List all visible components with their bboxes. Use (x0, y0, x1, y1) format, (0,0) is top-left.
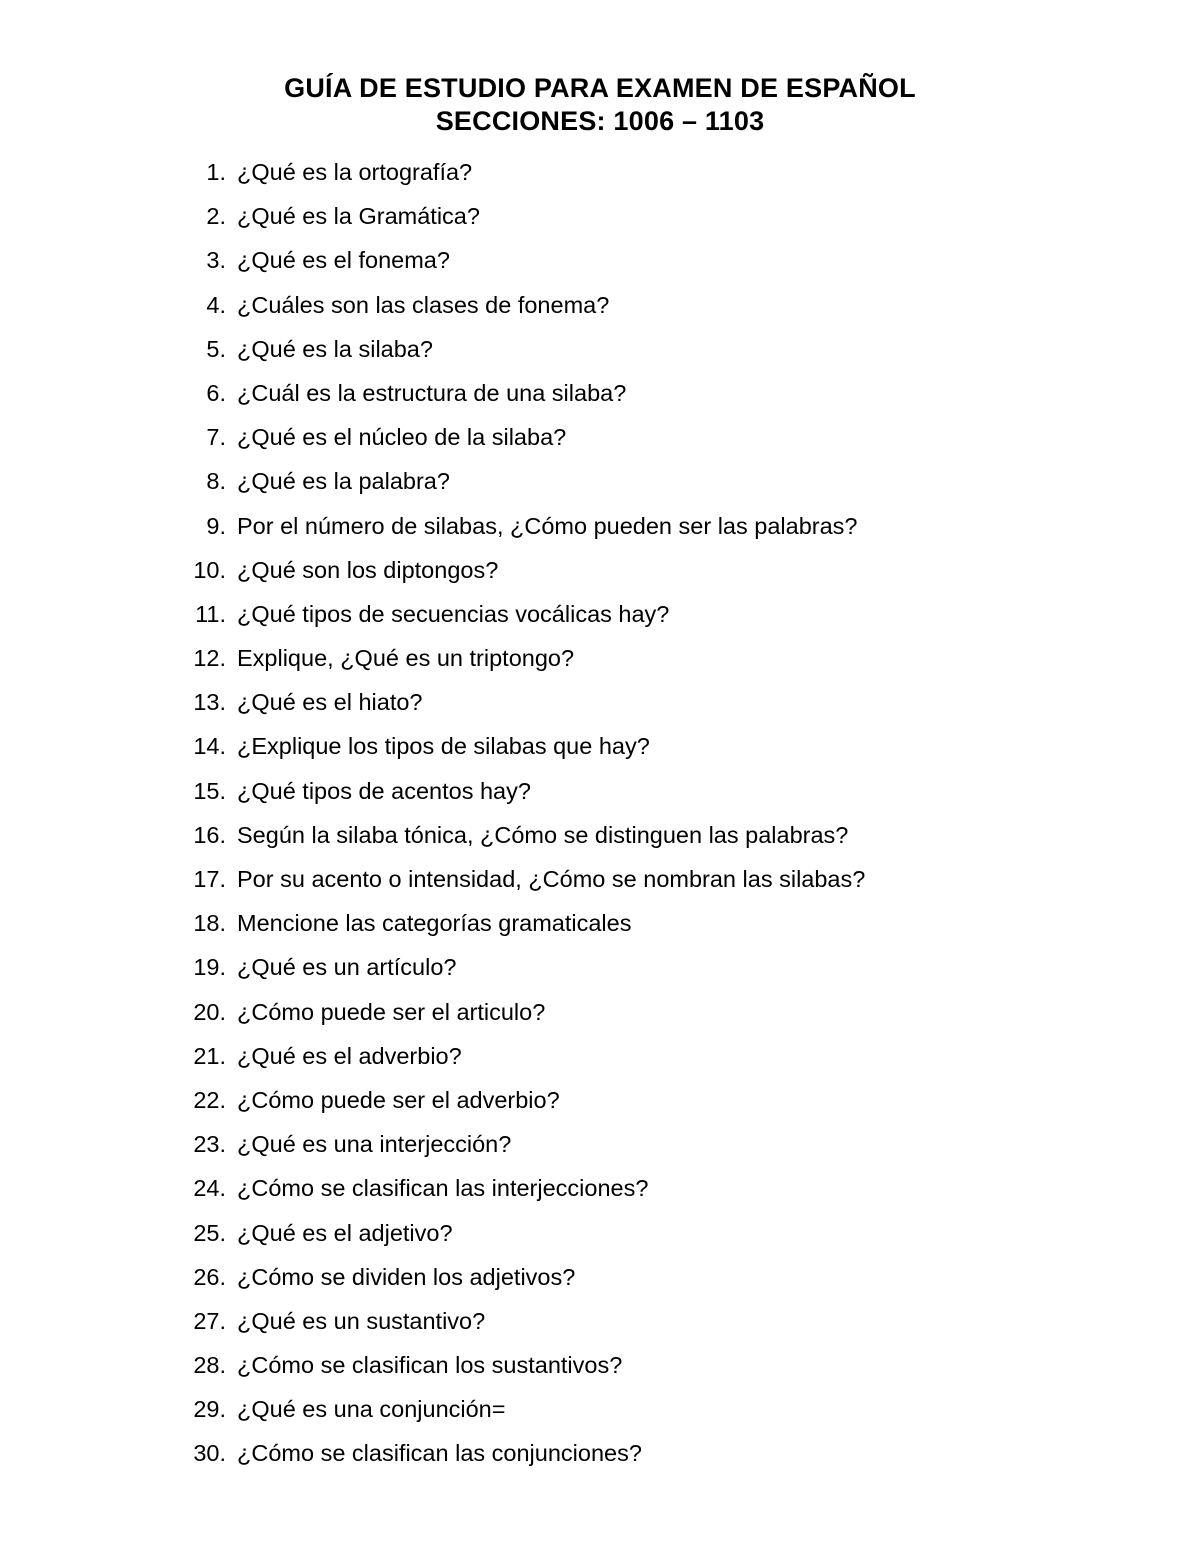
question-number: 27. (193, 1307, 226, 1334)
document-title: GUÍA DE ESTUDIO PARA EXAMEN DE ESPAÑOL (284, 73, 916, 103)
question-item (0, 376, 1200, 420)
question-item (0, 685, 1200, 729)
question-item (0, 1083, 1200, 1127)
question-number: 20. (193, 998, 226, 1025)
question-number: 7. (206, 424, 226, 451)
question-text: Explique, ¿Qué es un triptongo? (237, 645, 575, 672)
question-item (0, 199, 1200, 243)
question-number: 5. (206, 335, 226, 362)
question-number: 12. (193, 645, 226, 672)
question-text: ¿Qué es la Gramática? (237, 203, 480, 230)
question-text: ¿Cómo se dividen los adjetivos? (237, 1263, 576, 1290)
question-list (0, 155, 1200, 1481)
question-item (0, 332, 1200, 376)
document-subtitle: SECCIONES: 1006 – 1103 (435, 106, 765, 136)
question-text: ¿Qué es el adjetivo? (237, 1219, 453, 1246)
question-number: 2. (206, 203, 226, 230)
question-item (0, 862, 1200, 906)
question-text: ¿Explique los tipos de silabas que hay? (237, 733, 650, 760)
question-text: ¿Qué es el adverbio? (237, 1042, 462, 1069)
question-item (0, 1348, 1200, 1392)
question-item (0, 1127, 1200, 1171)
question-text: ¿Qué es una interjección? (237, 1131, 512, 1158)
question-item (0, 774, 1200, 818)
question-text: ¿Cómo puede ser el articulo? (237, 998, 546, 1025)
question-number: 18. (193, 910, 226, 937)
question-text: ¿Cómo se clasifican los sustantivos? (237, 1352, 623, 1379)
question-number: 22. (193, 1086, 226, 1113)
question-text: Según la silaba tónica, ¿Cómo se distinguen las palabras? (237, 821, 849, 848)
question-number: 16. (193, 821, 226, 848)
question-text: ¿Cómo se clasifican las conjunciones? (237, 1440, 642, 1467)
question-item (0, 597, 1200, 641)
question-number: 14. (193, 733, 226, 760)
question-number: 9. (206, 512, 226, 539)
question-text: Mencione las categorías gramaticales (237, 910, 632, 937)
question-item (0, 464, 1200, 508)
question-number: 13. (193, 689, 226, 716)
question-text: ¿Qué es la silaba? (237, 335, 433, 362)
question-number: 1. (206, 159, 226, 185)
question-number: 24. (193, 1175, 226, 1202)
question-item (0, 950, 1200, 994)
question-text: Por el número de silabas, ¿Cómo pueden ser las palabras? (237, 512, 858, 539)
question-item (0, 509, 1200, 553)
question-item (0, 641, 1200, 685)
question-text: ¿Cómo se clasifican las interjecciones? (237, 1175, 649, 1202)
question-text: ¿Qué es la ortografía? (237, 159, 473, 185)
question-number: 3. (206, 247, 226, 274)
question-text: ¿Qué es una conjunción= (237, 1396, 506, 1423)
question-number: 4. (206, 291, 226, 318)
question-text: ¿Qué es el fonema? (237, 247, 450, 274)
question-text: ¿Qué es el núcleo de la silaba? (237, 424, 567, 451)
question-text: ¿Qué es un artículo? (237, 954, 457, 981)
question-text: ¿Qué tipos de acentos hay? (237, 777, 531, 804)
question-number: 23. (193, 1131, 226, 1158)
question-item (0, 155, 1200, 199)
question-number: 28. (193, 1352, 226, 1379)
question-number: 26. (193, 1263, 226, 1290)
question-number: 10. (193, 556, 226, 583)
question-number: 6. (206, 379, 226, 406)
question-text: ¿Qué es el hiato? (237, 689, 423, 716)
question-item (0, 1039, 1200, 1083)
question-item (0, 906, 1200, 950)
question-number: 19. (193, 954, 226, 981)
question-text: ¿Qué son los diptongos? (237, 556, 499, 583)
question-number: 8. (206, 468, 226, 495)
question-text: ¿Cuál es la estructura de una silaba? (237, 379, 627, 406)
question-item (0, 553, 1200, 597)
question-text: ¿Qué es un sustantivo? (237, 1307, 486, 1334)
question-item (0, 1304, 1200, 1348)
question-number: 29. (193, 1396, 226, 1423)
question-item (0, 818, 1200, 862)
question-item (0, 420, 1200, 464)
question-item (0, 995, 1200, 1039)
question-text: Por su acento o intensidad, ¿Cómo se nombran las silabas? (237, 866, 866, 892)
question-number: 25. (193, 1219, 226, 1246)
question-item (0, 1392, 1200, 1436)
question-item (0, 1260, 1200, 1304)
question-text: ¿Cuáles son las clases de fonema? (237, 291, 610, 318)
question-item (0, 1171, 1200, 1215)
question-text: ¿Cómo puede ser el adverbio? (237, 1086, 560, 1113)
question-item (0, 243, 1200, 287)
question-item (0, 729, 1200, 773)
question-item (0, 1436, 1200, 1480)
question-number: 21. (193, 1042, 226, 1069)
question-item (0, 1216, 1200, 1260)
question-number: 17. (193, 866, 226, 892)
question-number: 30. (193, 1440, 226, 1467)
question-item (0, 288, 1200, 332)
question-number: 11. (195, 600, 226, 627)
question-number: 15. (193, 777, 226, 804)
question-text: ¿Qué es la palabra? (237, 468, 450, 495)
question-text: ¿Qué tipos de secuencias vocálicas hay? (237, 600, 670, 627)
